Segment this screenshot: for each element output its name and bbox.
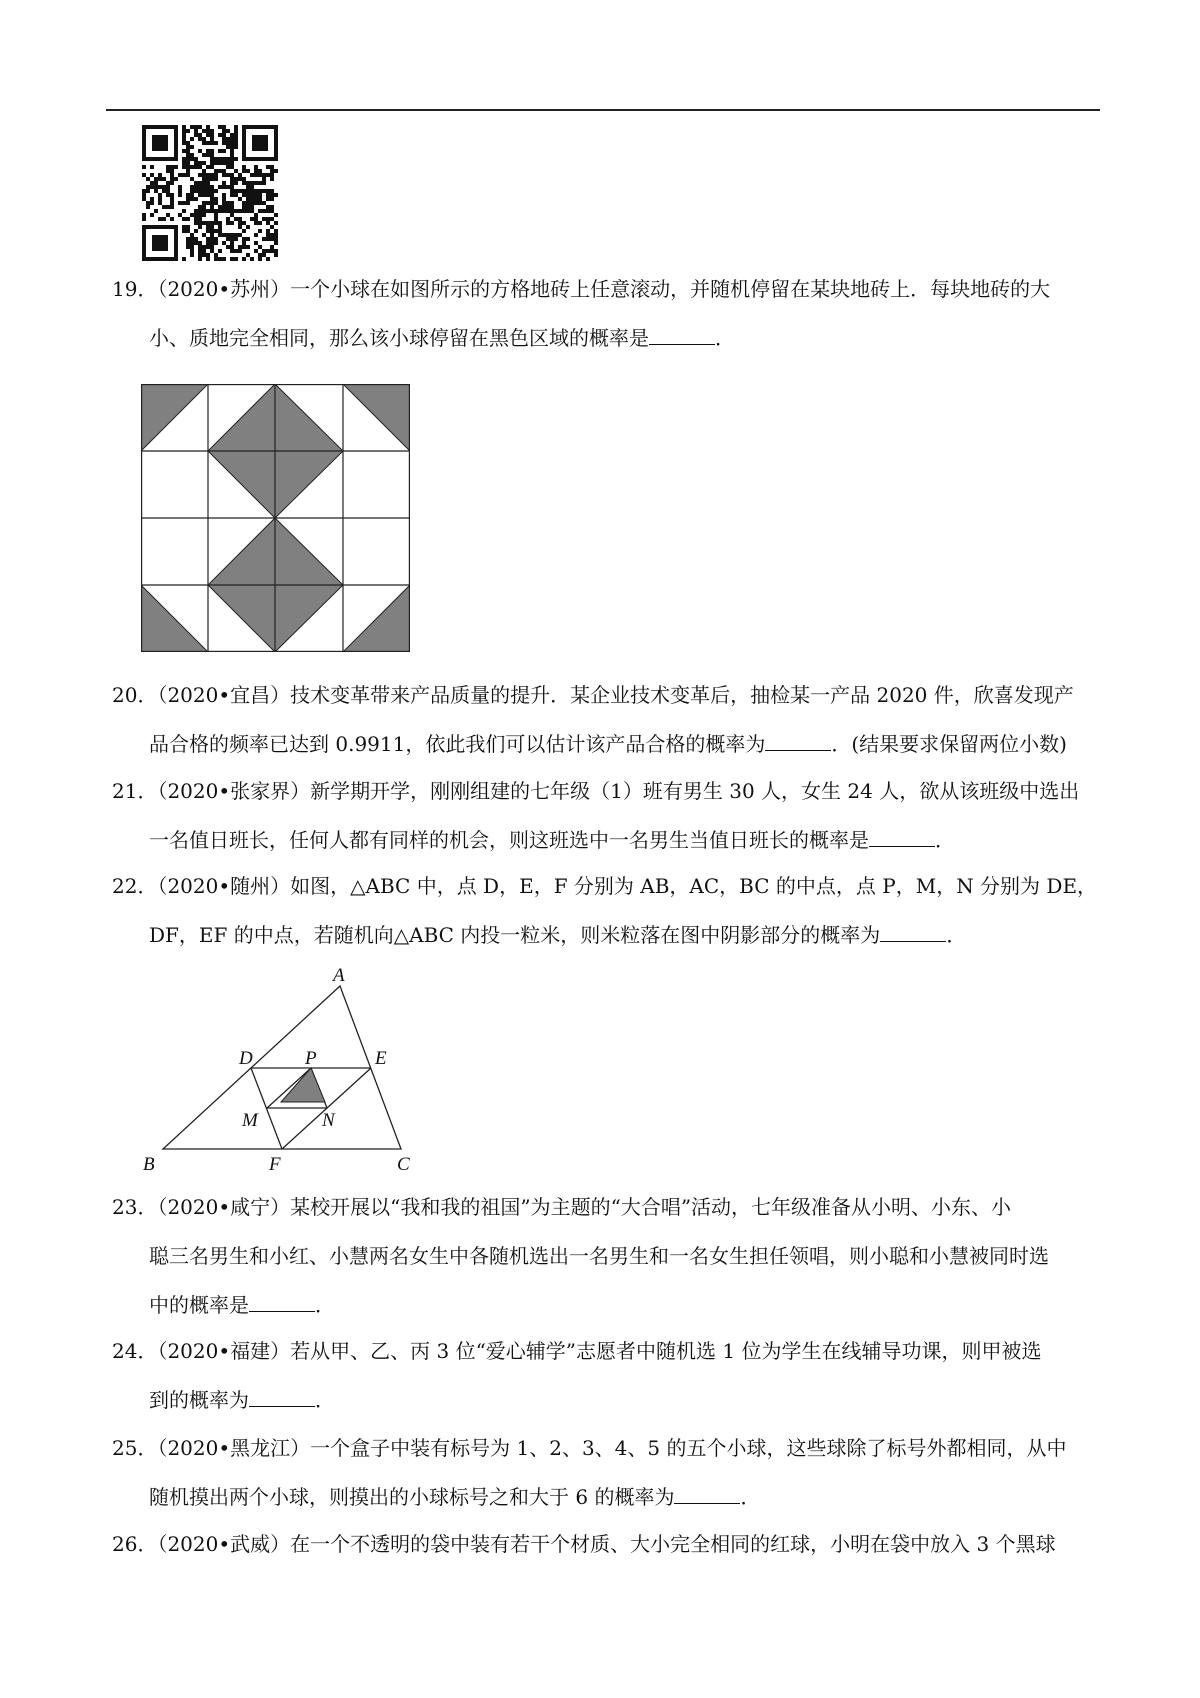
question-24-line-2: 到的概率为 ． xyxy=(149,1388,335,1412)
label-n: N xyxy=(322,1110,335,1131)
answer-blank[interactable] xyxy=(674,1489,740,1504)
question-21-line-2: 一名值日班长，任何人都有同样的机会，则这班选中一名男生当值日班长的概率是 ． xyxy=(149,828,955,852)
label-c: C xyxy=(397,1154,410,1172)
answer-blank[interactable] xyxy=(249,1297,315,1312)
triangle-figure xyxy=(135,966,425,1172)
label-p: P xyxy=(305,1048,317,1069)
label-b: B xyxy=(143,1154,155,1172)
question-21 xyxy=(112,767,1102,865)
qr-code xyxy=(142,125,278,261)
question-23 xyxy=(112,1183,1102,1330)
label-e: E xyxy=(375,1048,387,1069)
question-23-line-2: 聪三名男生和小红、小慧两名女生中各随机选出一名男生和一名女生担任领唱，则小聪和小慧被同时选 xyxy=(149,1244,1049,1268)
question-19 xyxy=(112,265,1102,363)
label-d: D xyxy=(239,1048,253,1069)
answer-blank[interactable] xyxy=(880,927,946,942)
question-23-line-3: 中的概率是 ． xyxy=(149,1293,335,1317)
answer-blank[interactable] xyxy=(765,736,831,751)
answer-blank[interactable] xyxy=(649,330,715,345)
tile-grid-figure xyxy=(141,384,410,652)
question-25 xyxy=(112,1424,1102,1522)
header-rule xyxy=(106,109,1100,111)
answer-blank[interactable] xyxy=(869,832,935,847)
question-20-line-1: 20．（2020•宜昌）技术变革带来产品质量的提升．某企业技术变革后，抽检某一产品 2020 件，欣喜发现产 xyxy=(112,683,1074,707)
question-22-line-1: 22．（2020•随州）如图，△ABC 中，点 D，E，F 分别为 AB，AC，BC 的中点，点 P，M，N 分别为 DE， xyxy=(112,874,1098,898)
question-22-line-2: DF，EF 的中点，若随机向△ABC 内投一粒米，则米粒落在图中阴影部分的概率为 ． xyxy=(149,923,967,947)
question-25-line-1: 25．（2020•黑龙江）一个盒子中装有标号为 1、2、3、4、5 的五个小球，这些球除了标号外都相同，从中 xyxy=(112,1436,1067,1460)
label-f: F xyxy=(269,1154,281,1172)
shaded-region xyxy=(281,1068,325,1102)
question-24 xyxy=(112,1327,1102,1425)
question-19-line-2: 小、质地完全相同，那么该小球停留在黑色区域的概率是 ． xyxy=(149,326,735,350)
answer-blank[interactable] xyxy=(249,1392,315,1407)
label-m: M xyxy=(242,1110,258,1131)
question-19-line-1: 19．（2020•苏州）一个小球在如图所示的方格地砖上任意滚动，并随机停留在某块地砖上．每块地砖的大 xyxy=(112,277,1051,301)
label-a: A xyxy=(333,966,345,986)
question-22 xyxy=(112,862,1102,960)
question-23-line-1: 23．（2020•咸宁）某校开展以“我和我的祖国”为主题的“大合唱”活动，七年级准备从小明、小东、小 xyxy=(112,1195,1012,1219)
question-24-line-1: 24．（2020•福建）若从甲、乙、丙 3 位“爱心辅学”志愿者中随机选 1 位为学生在线辅导功课，则甲被选 xyxy=(112,1339,1042,1363)
question-26-line-1: 26．（2020•武威）在一个不透明的袋中装有若干个材质、大小完全相同的红球，小明在袋中放入 3 个黑球 xyxy=(112,1532,1056,1556)
question-20 xyxy=(112,671,1102,769)
question-26 xyxy=(112,1520,1102,1569)
question-20-line-2: 品合格的频率已达到 0.9911，依此我们可以估计该产品合格的概率为 ．(结果要求保留两位小数) xyxy=(149,732,1067,756)
question-21-line-1: 21．（2020•张家界）新学期开学，刚刚组建的七年级（1）班有男生 30 人，女生 24 人，欲从该班级中选出 xyxy=(112,779,1080,803)
question-25-line-2: 随机摸出两个小球，则摸出的小球标号之和大于 6 的概率为 ． xyxy=(149,1485,761,1509)
